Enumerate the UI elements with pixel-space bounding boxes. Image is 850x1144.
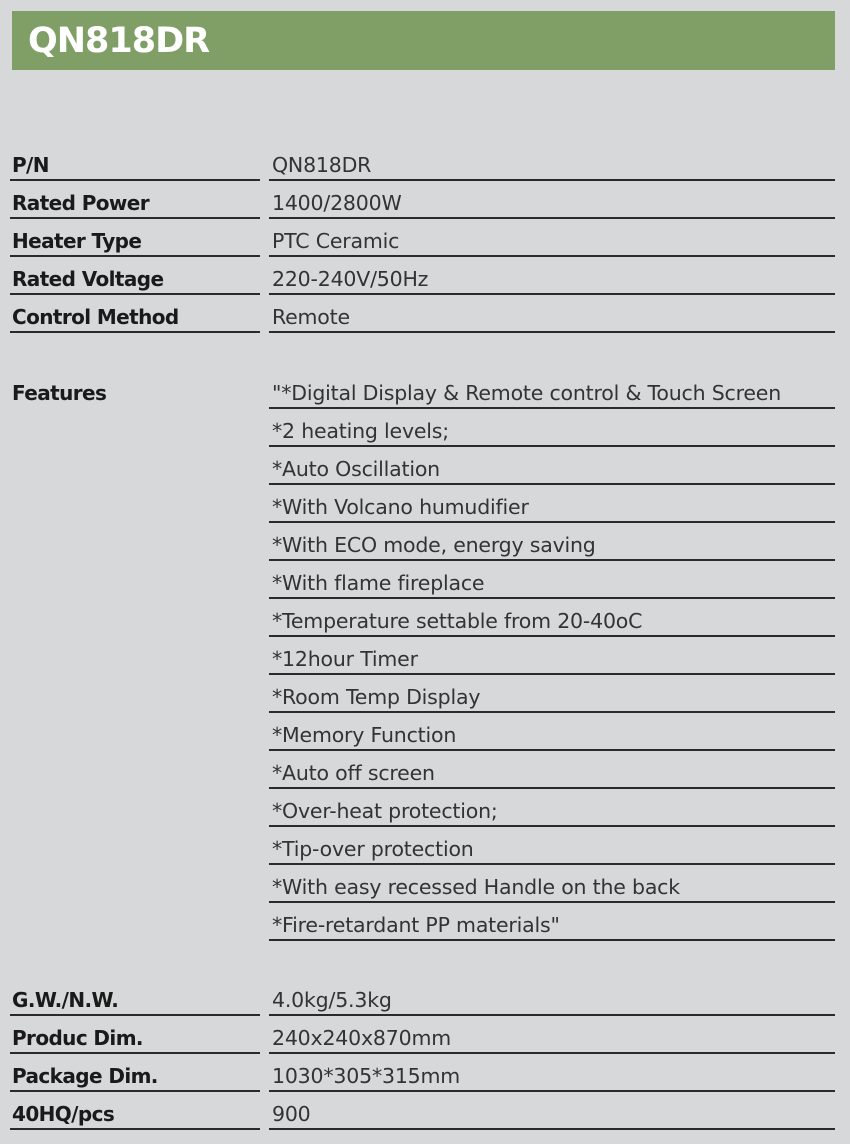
feature-item: *Temperature settable from 20-40oC [272, 609, 643, 633]
packing-label: Package Dim. [12, 1064, 158, 1088]
feature-item: *12hour Timer [272, 647, 418, 671]
spec-row-pn [10, 143, 836, 181]
packing-label: 40HQ/pcs [12, 1102, 115, 1126]
spec-label: Rated Voltage [12, 267, 164, 291]
divider [269, 939, 835, 941]
packing-value: 4.0kg/5.3kg [272, 988, 392, 1012]
feature-row [10, 713, 836, 751]
spec-row-rated-power [10, 181, 836, 219]
feature-item: *Over-heat protection; [272, 799, 498, 823]
spec-row-control-method [10, 295, 836, 333]
divider [269, 331, 835, 333]
feature-row [10, 637, 836, 675]
packing-value: 240x240x870mm [272, 1026, 451, 1050]
feature-row [10, 675, 836, 713]
spec-label: P/N [12, 153, 49, 177]
feature-item: *Memory Function [272, 723, 457, 747]
feature-item: *With easy recessed Handle on the back [272, 875, 680, 899]
feature-row [10, 447, 836, 485]
spec-value: PTC Ceramic [272, 229, 400, 253]
spec-row-heater-type [10, 219, 836, 257]
feature-item: *Tip-over protection [272, 837, 474, 861]
feature-row [10, 789, 836, 827]
feature-row [10, 561, 836, 599]
feature-item: *2 heating levels; [272, 419, 449, 443]
packing-value: 1030*305*315mm [272, 1064, 461, 1088]
feature-item: *With flame fireplace [272, 571, 485, 595]
spec-value: QN818DR [272, 153, 372, 177]
spec-value: 220-240V/50Hz [272, 267, 429, 291]
spec-value: Remote [272, 305, 350, 329]
spec-label: Heater Type [12, 229, 142, 253]
packing-row-weight [10, 978, 836, 1016]
packing-row-package-dim [10, 1054, 836, 1092]
spec-label: Rated Power [12, 191, 150, 215]
packing-label: G.W./N.W. [12, 988, 119, 1012]
packing-row-product-dim [10, 1016, 836, 1054]
product-title: QN818DR [28, 20, 210, 61]
feature-item: *With Volcano humudifier [272, 495, 529, 519]
feature-row [10, 599, 836, 637]
feature-row [10, 751, 836, 789]
feature-row [10, 485, 836, 523]
divider [269, 1128, 835, 1130]
divider [10, 331, 260, 333]
feature-item: *Fire-retardant PP materials" [272, 913, 560, 937]
feature-item: *Room Temp Display [272, 685, 481, 709]
title-bar [12, 11, 835, 70]
feature-row [10, 827, 836, 865]
feature-row [10, 865, 836, 903]
feature-row [10, 409, 836, 447]
features-label: Features [12, 381, 107, 405]
feature-item: *Auto Oscillation [272, 457, 440, 481]
feature-row [10, 523, 836, 561]
feature-row [10, 903, 836, 941]
packing-value: 900 [272, 1102, 311, 1126]
packing-row-container-qty [10, 1092, 836, 1130]
spec-row-rated-voltage [10, 257, 836, 295]
feature-item: "*Digital Display & Remote control & Touch Screen [272, 381, 781, 405]
feature-item: *With ECO mode, energy saving [272, 533, 596, 557]
feature-item: *Auto off screen [272, 761, 435, 785]
spec-label: Control Method [12, 305, 179, 329]
spec-value: 1400/2800W [272, 191, 402, 215]
features-row [10, 371, 836, 409]
divider [10, 1128, 260, 1130]
packing-label: Produc Dim. [12, 1026, 143, 1050]
